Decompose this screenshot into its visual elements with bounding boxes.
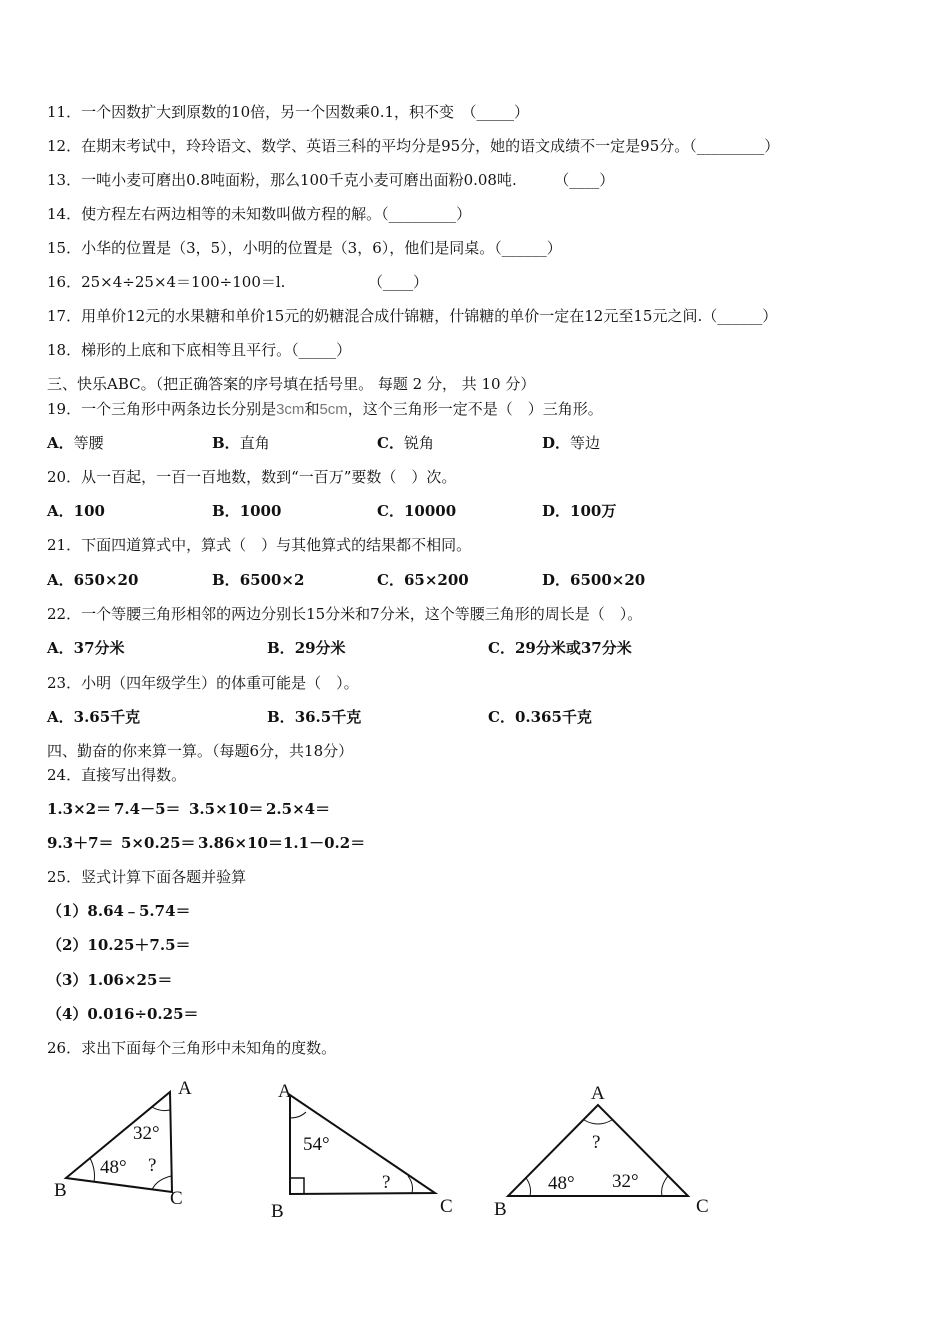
option-c: C．65×200 — [377, 571, 469, 589]
option-b: B．直角 — [212, 434, 270, 452]
question-14: 14．使方程左右两边相等的未知数叫做方程的解。（_________） — [47, 205, 472, 223]
option-c: C．0.365千克 — [488, 708, 592, 726]
calc-item-4: （4）0.016÷0.25＝ — [47, 1005, 199, 1023]
calc-item-3: （3）1.06×25＝ — [47, 971, 173, 989]
calc-item: 1.3×2＝ — [47, 800, 112, 818]
vertex-b-label: B — [494, 1199, 507, 1220]
option-c: C．29分米或37分米 — [488, 639, 632, 657]
calc-item-1: （1）8.64﹣5.74＝ — [47, 902, 191, 920]
vertex-b-label: B — [54, 1180, 67, 1201]
q19-mid: 和 — [304, 400, 320, 418]
calc-item: 1.1－0.2＝ — [283, 834, 366, 852]
angle-b-label: 48° — [548, 1173, 575, 1194]
q19-length-a: 3cm — [276, 401, 305, 418]
option-b: B．1000 — [212, 502, 282, 520]
option-a: A．100 — [47, 502, 105, 520]
angle-a-label: ? — [592, 1132, 601, 1153]
calc-item: 2.5×4＝ — [266, 800, 331, 818]
option-b: B．6500×2 — [212, 571, 305, 589]
question-23: 23．小明（四年级学生）的体重可能是（ ）。 — [47, 674, 359, 692]
q19-pre: 19．一个三角形中两条边长分别是 — [47, 400, 277, 418]
question-26: 26．求出下面每个三角形中未知角的度数。 — [47, 1039, 337, 1057]
angle-c-label: 32° — [612, 1171, 639, 1192]
option-b: B．29分米 — [267, 639, 346, 657]
vertex-b-label: B — [271, 1201, 284, 1222]
option-a: A．等腰 — [47, 434, 104, 452]
calc-item: 3.86×10＝ — [198, 834, 283, 852]
section-4-heading: 四、勤奋的你来算一算。（每题6分，共18分） — [47, 742, 354, 760]
question-22: 22．一个等腰三角形相邻的两边分别长15分米和7分米，这个等腰三角形的周长是（ ）。 — [47, 605, 643, 623]
question-21: 21．下面四道算式中，算式（ ）与其他算式的结果都不相同。 — [47, 536, 472, 554]
question-17: 17．用单价12元的水果糖和单价15元的奶糖混合成什锦糖，什锦糖的单价一定在12元至15元之间.（______） — [47, 307, 778, 325]
option-d: D．100万 — [542, 502, 617, 520]
angle-b-label: 48° — [100, 1157, 127, 1178]
option-d: D．等边 — [542, 434, 601, 452]
option-a: A．3.65千克 — [47, 708, 141, 726]
triangle-1 — [54, 1078, 192, 1209]
angle-a-label: 32° — [133, 1123, 160, 1144]
calc-item-2: （2）10.25＋7.5＝ — [47, 936, 191, 954]
vertex-c-label: C — [170, 1188, 183, 1209]
option-a: A．650×20 — [47, 571, 139, 589]
vertex-a-label: A — [591, 1083, 605, 1104]
question-25: 25．竖式计算下面各题并验算 — [47, 868, 247, 886]
question-11: 11．一个因数扩大到原数的10倍，另一个因数乘0.1，积不变 （_____） — [47, 103, 530, 121]
question-16: 16．25×4÷25×4＝100÷100＝l. （____） — [47, 273, 428, 291]
question-15: 15．小华的位置是（3，5），小明的位置是（3，6），他们是同桌。（______） — [47, 239, 562, 257]
option-c: C．锐角 — [377, 434, 434, 452]
vertex-c-label: C — [440, 1196, 453, 1217]
option-b: B．36.5千克 — [267, 708, 362, 726]
option-a: A．37分米 — [47, 639, 125, 657]
angle-a-label: 54° — [303, 1134, 330, 1155]
question-24: 24．直接写出得数。 — [47, 766, 187, 784]
option-c: C．10000 — [377, 502, 457, 520]
question-13: 13．一吨小麦可磨出0.8吨面粉，那么100千克小麦可磨出面粉0.08吨. （____） — [47, 171, 615, 189]
section-3-heading: 三、快乐ABC。（把正确答案的序号填在括号里。 每题 2 分， 共 10 分） — [47, 375, 536, 393]
question-12: 12．在期末考试中，玲玲语文、数学、英语三科的平均分是95分，她的语文成绩不一定是95分。（_________） — [47, 137, 780, 155]
question-20: 20．从一百起，一百一百地数，数到“一百万”要数（ ）次。 — [47, 468, 457, 486]
calc-item: 3.5×10＝ — [189, 800, 264, 818]
q19-post: ，这个三角形一定不是（ ）三角形。 — [347, 400, 603, 418]
calc-item: 9.3＋7＝ — [47, 834, 114, 852]
option-d: D．6500×20 — [542, 571, 646, 589]
vertex-c-label: C — [696, 1196, 709, 1217]
triangle-2 — [271, 1081, 453, 1222]
calc-item: 5×0.25＝ — [121, 834, 196, 852]
angle-c-label: ? — [382, 1172, 391, 1193]
question-18: 18．梯形的上底和下底相等且平行。（_____） — [47, 341, 352, 359]
triangle-3 — [494, 1083, 709, 1220]
calc-item: 7.4－5＝ — [114, 800, 181, 818]
vertex-a-label: A — [178, 1078, 192, 1099]
angle-c-label: ? — [148, 1155, 157, 1176]
q19-length-b: 5cm — [319, 401, 348, 418]
vertex-a-label: A — [278, 1081, 292, 1102]
